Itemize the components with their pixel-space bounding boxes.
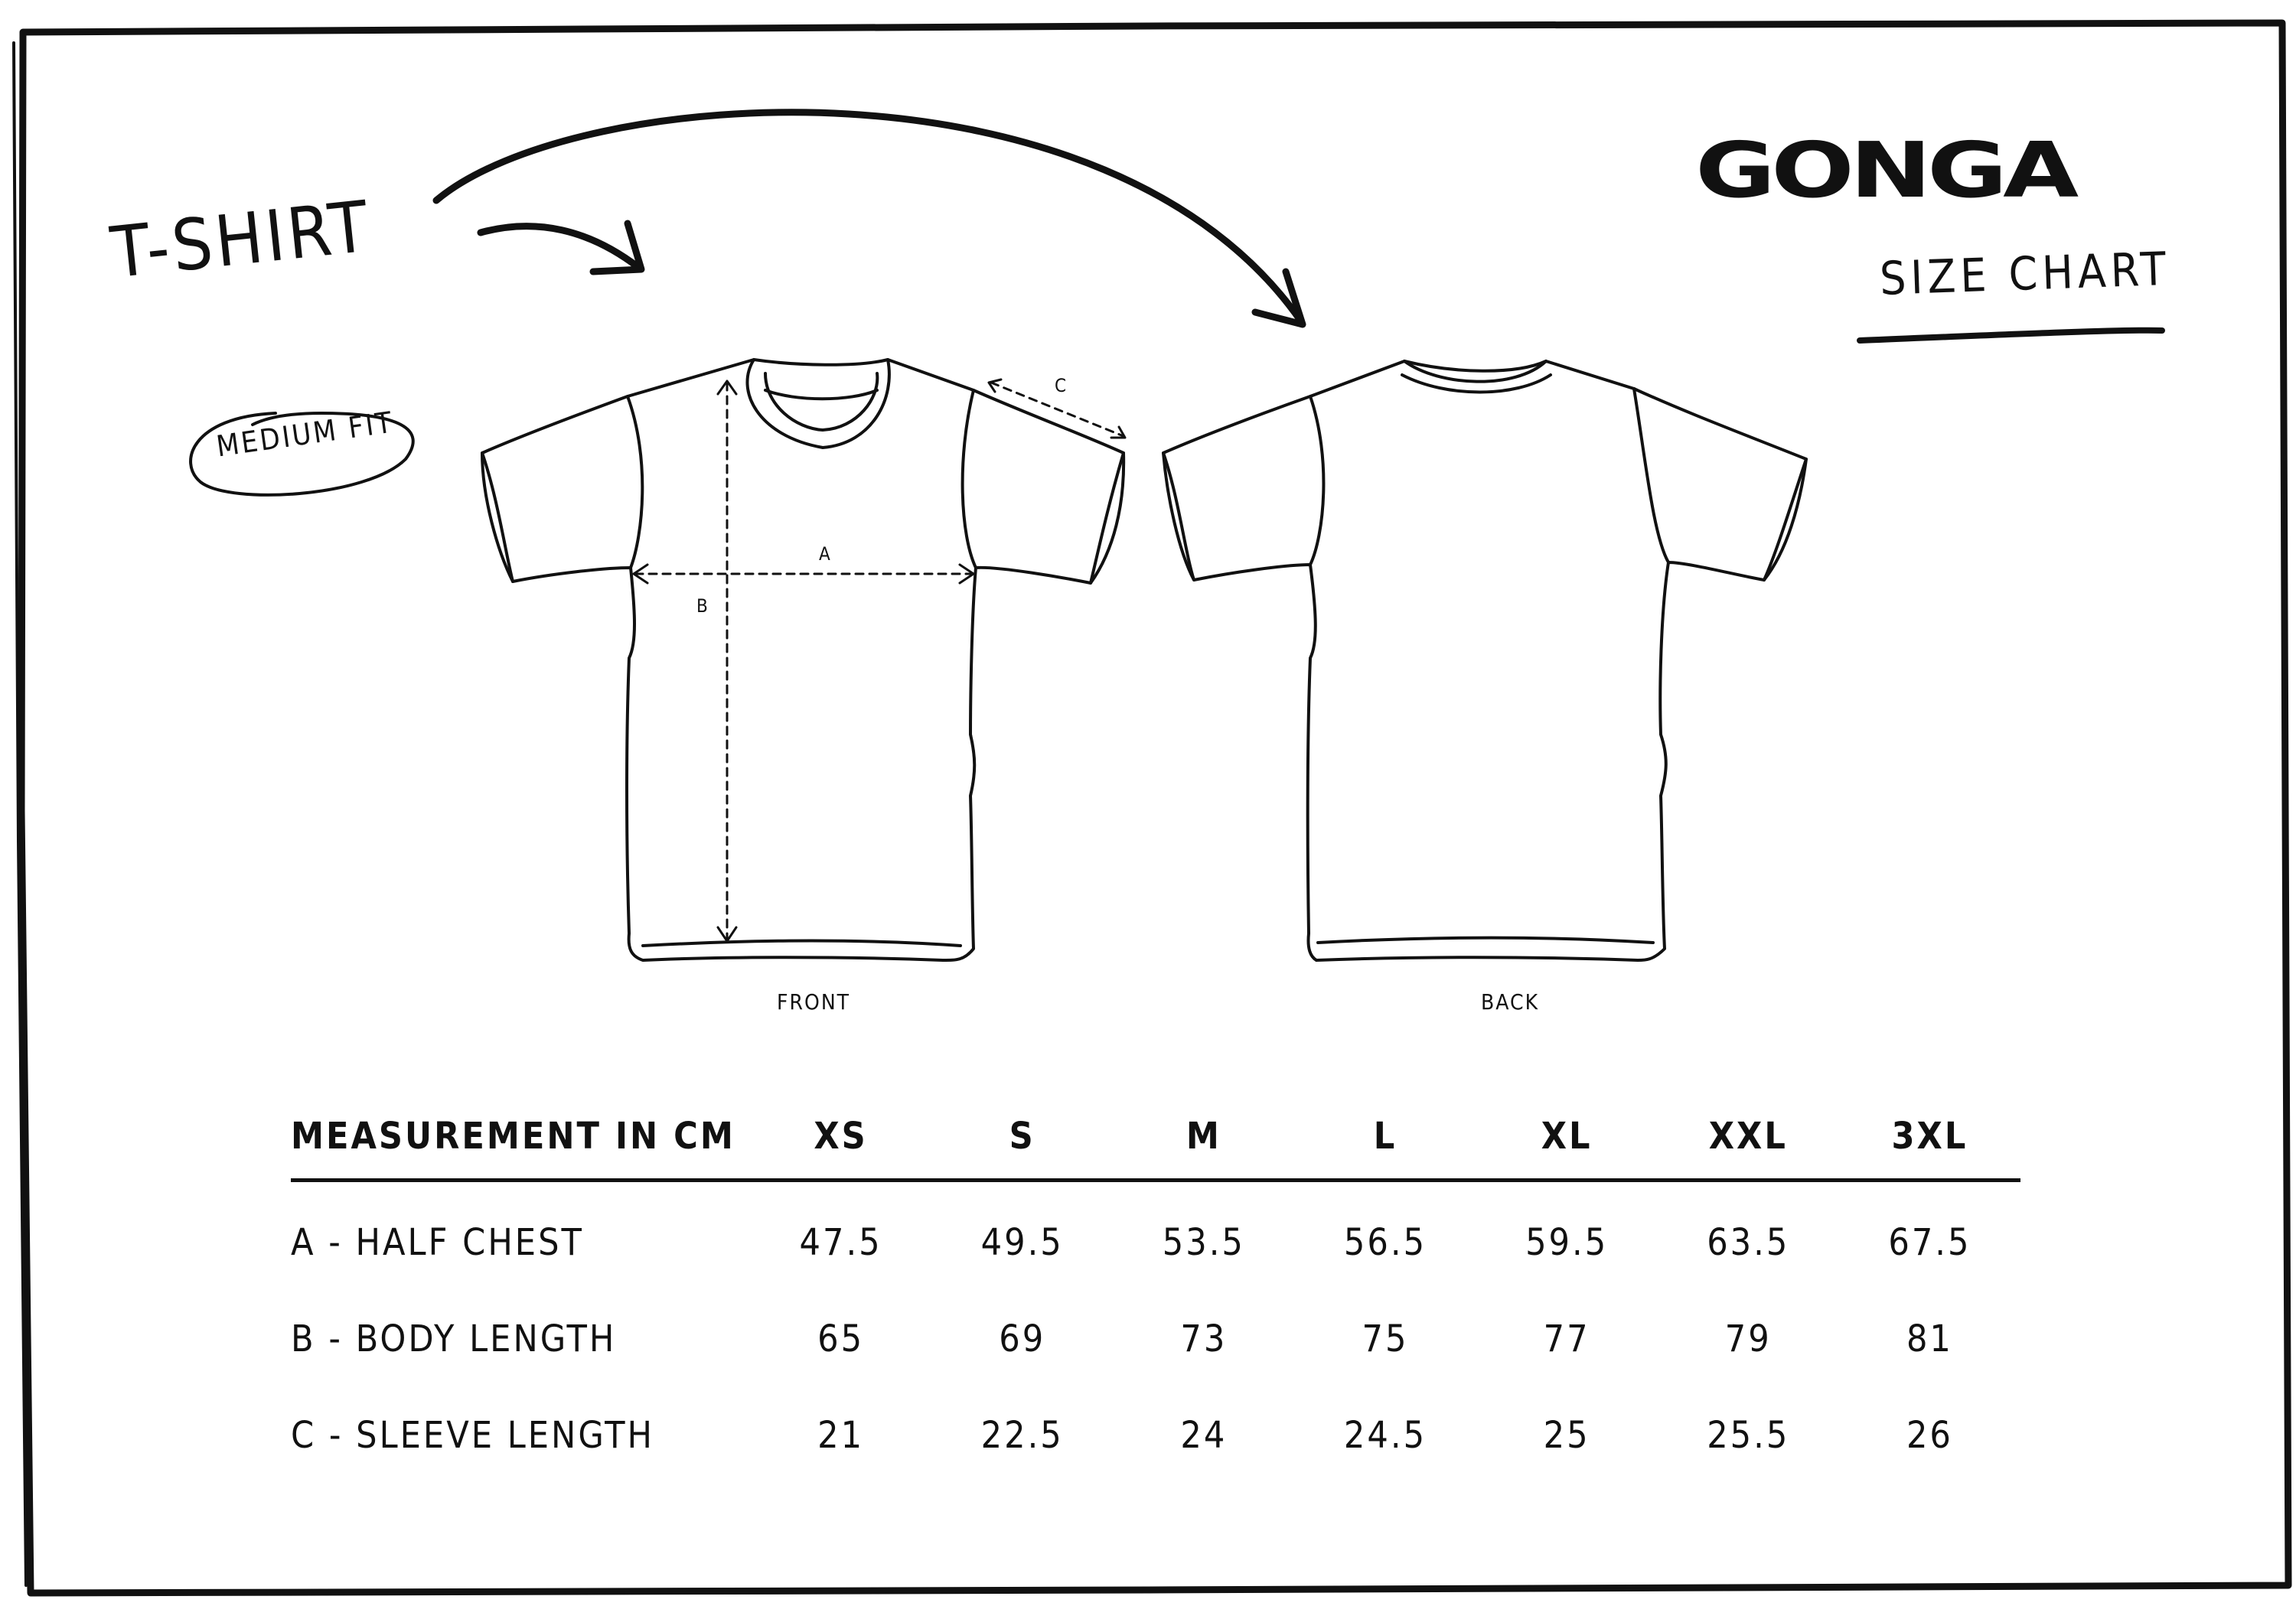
size-header-m: M [1186,1115,1221,1158]
dimension-label-c: C [1055,375,1067,396]
size-header-xl: XL [1541,1115,1593,1158]
size-header-3xl: 3XL [1891,1115,1968,1158]
table-cell: 53.5 [1162,1221,1245,1264]
table-cell: 75 [1362,1318,1409,1360]
fit-badge: MEDIUM FIT [214,405,396,464]
row-label: B - BODY LENGTH [291,1318,617,1360]
table-row [291,1181,2020,1292]
table-row [291,1291,2020,1387]
table-cell: 24.5 [1343,1414,1427,1457]
table-cell: 56.5 [1343,1221,1427,1264]
back-view-label: BACK [1481,989,1540,1015]
front-view-label: FRONT [777,989,851,1015]
table-cell: 65 [817,1318,865,1360]
size-table-header-row [291,1094,2020,1181]
size-header-s: S [1009,1115,1035,1158]
table-cell: 26 [1906,1414,1953,1457]
table-cell: 49.5 [980,1221,1064,1264]
table-cell: 77 [1543,1318,1590,1360]
table-cell: 25.5 [1707,1414,1790,1457]
dimension-label-b: B [696,595,708,617]
table-cell: 59.5 [1525,1221,1609,1264]
brand-logo: GONGA [1695,126,2075,216]
garment-title: T-SHIRT [107,185,375,295]
short-arrow [481,226,639,268]
table-row [291,1387,2020,1484]
table-cell: 67.5 [1888,1221,1971,1264]
dimension-label-a: A [819,543,830,565]
size-chart-heading: SIZE CHART [1879,242,2171,306]
table-cell: 63.5 [1707,1221,1790,1264]
table-cell: 22.5 [980,1414,1064,1457]
table-cell: 79 [1724,1318,1772,1360]
size-header-xs: XS [814,1115,868,1158]
measurement-unit-header: MEASUREMENT IN CM [291,1115,735,1158]
table-cell: 81 [1906,1318,1953,1360]
front-tshirt [482,360,1124,960]
table-cell: 25 [1543,1414,1590,1457]
size-header-l: L [1373,1115,1397,1158]
row-label: C - SLEEVE LENGTH [291,1414,654,1457]
table-cell: 69 [999,1318,1046,1360]
dimension-lines [635,383,1124,940]
table-cell: 73 [1180,1318,1228,1360]
table-cell: 47.5 [799,1221,882,1264]
long-arrow [436,112,1301,321]
size-header-xxl: XXL [1708,1115,1788,1158]
table-cell: 24 [1180,1414,1228,1457]
back-tshirt [1163,361,1806,960]
size-table [291,1094,2020,1484]
size-chart-underline [1860,331,2162,340]
table-cell: 21 [817,1414,865,1457]
row-label: A - HALF CHEST [291,1221,584,1264]
